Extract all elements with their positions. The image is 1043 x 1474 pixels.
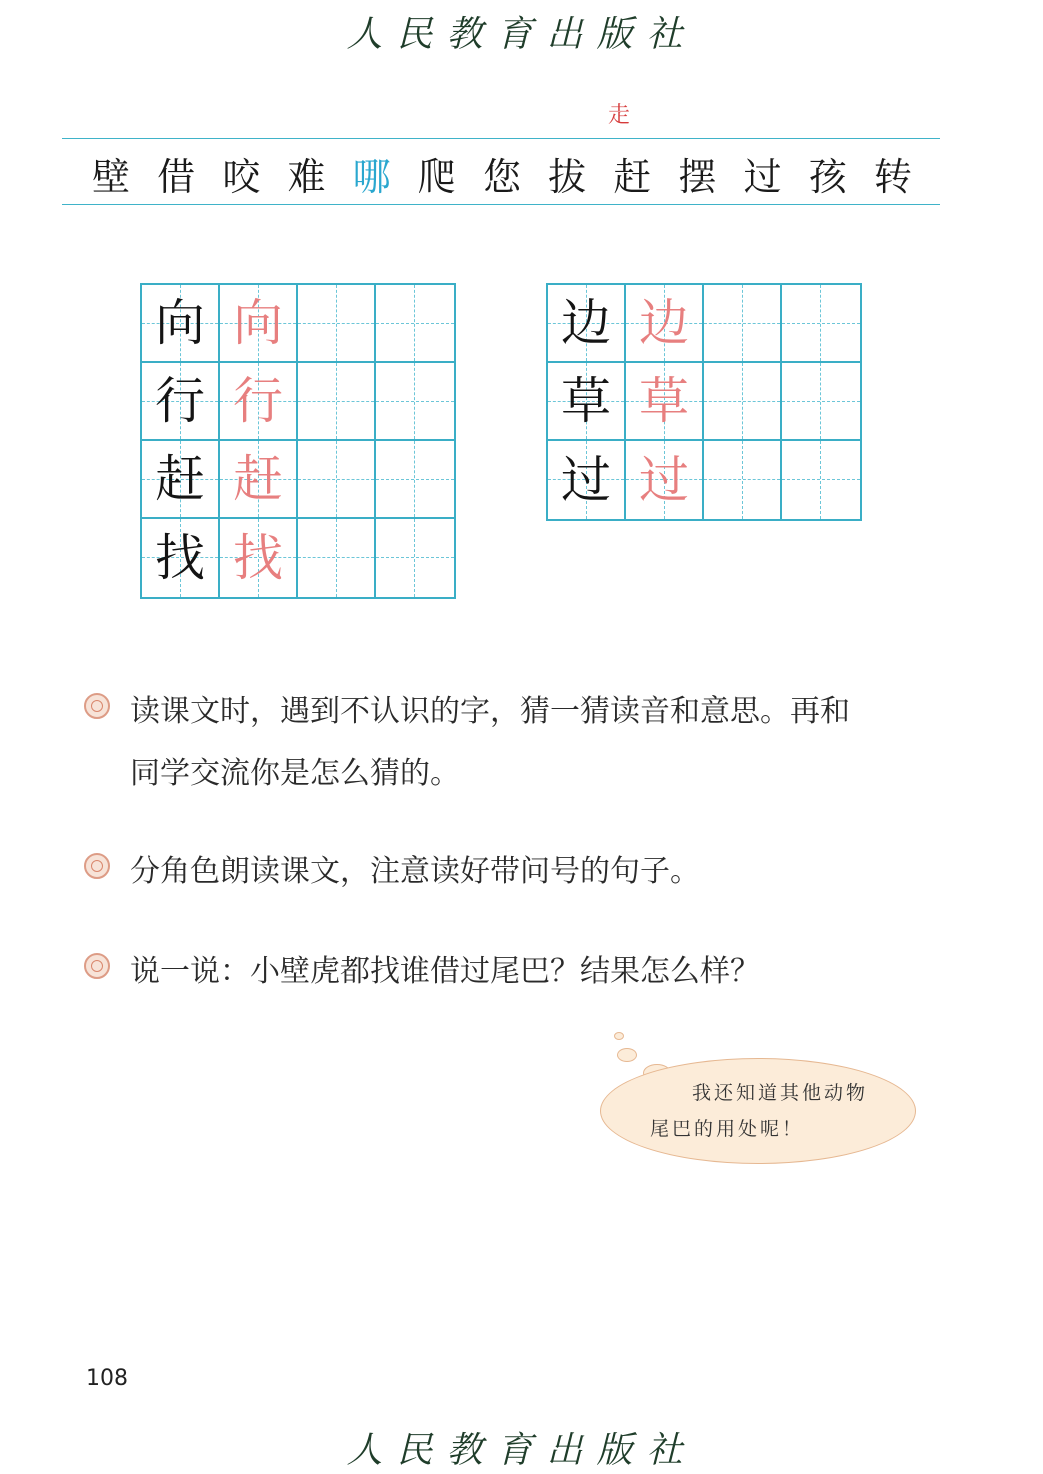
recognition-characters <box>92 145 912 201</box>
publisher-watermark-bottom: 人民教育出版社 <box>346 1430 697 1471</box>
recognition-char: 您 <box>482 154 521 199</box>
grid-cell <box>548 441 626 519</box>
page-number: 108 <box>86 1366 128 1391</box>
question-3: 说一说：小壁虎都找谁借过尾巴？结果怎么样？ <box>130 954 760 989</box>
grid-cell <box>220 363 298 441</box>
question-bullet-icon <box>84 853 110 879</box>
grid-cell-blank <box>298 441 376 519</box>
question-2: 分角色朗读课文，注意读好带问号的句子。 <box>130 854 700 889</box>
trace-character: 草 <box>639 372 689 430</box>
question-bullet-icon <box>84 953 110 979</box>
model-character: 赶 <box>155 450 205 508</box>
recognition-char: 拔 <box>548 154 587 199</box>
recognition-char: 过 <box>743 154 782 199</box>
grid-cell-blank <box>704 363 782 441</box>
recognition-char: 借 <box>157 154 196 199</box>
grid-cell <box>220 441 298 519</box>
recognition-char: 孩 <box>808 154 847 199</box>
grid-cell-blank <box>298 285 376 363</box>
recognition-char-highlighted: 哪 <box>352 154 391 199</box>
grid-cell <box>626 363 704 441</box>
recognition-line-top <box>62 138 940 139</box>
grid-cell-blank <box>704 441 782 519</box>
thought-bubble <box>600 1058 916 1164</box>
thought-bubble-line-1: 我还知道其他动物 <box>692 1082 869 1104</box>
question-bullet-icon <box>84 693 110 719</box>
model-character: 边 <box>561 294 611 352</box>
grid-cell <box>220 519 298 597</box>
grid-cell-blank <box>782 441 860 519</box>
trace-character: 边 <box>639 294 689 352</box>
grid-cell-blank <box>298 519 376 597</box>
grid-cell <box>548 363 626 441</box>
model-character: 向 <box>155 294 205 352</box>
recognition-char: 赶 <box>613 154 652 199</box>
writing-grid-left <box>140 283 456 599</box>
grid-cell-blank <box>782 363 860 441</box>
grid-cell <box>142 285 220 363</box>
grid-cell <box>626 441 704 519</box>
recognition-line-bottom <box>62 204 940 205</box>
publisher-watermark-top: 人民教育出版社 <box>346 14 697 55</box>
grid-cell <box>548 285 626 363</box>
grid-cell-blank <box>376 441 454 519</box>
question-1-line-1: 读课文时，遇到不认识的字，猜一猜读音和意思。再和 <box>130 694 850 729</box>
grid-cell <box>142 519 220 597</box>
grid-cell-blank <box>298 363 376 441</box>
recognition-char: 转 <box>873 154 912 199</box>
question-1-line-2: 同学交流你是怎么猜的。 <box>130 756 460 791</box>
trace-character: 找 <box>233 529 283 587</box>
trace-character: 赶 <box>233 450 283 508</box>
recognition-char: 难 <box>287 154 326 199</box>
model-character: 行 <box>155 372 205 430</box>
recognition-char: 咬 <box>222 154 261 199</box>
model-character: 草 <box>561 372 611 430</box>
model-character: 过 <box>561 451 611 509</box>
trace-character: 过 <box>639 451 689 509</box>
grid-cell-blank <box>376 285 454 363</box>
grid-cell <box>220 285 298 363</box>
grid-cell-blank <box>782 285 860 363</box>
grid-cell-blank <box>704 285 782 363</box>
thought-bubble-line-2: 尾巴的用处呢！ <box>650 1118 805 1140</box>
recognition-char: 壁 <box>92 154 131 199</box>
grid-cell-blank <box>376 363 454 441</box>
grid-cell <box>626 285 704 363</box>
thought-dot-medium <box>617 1048 637 1062</box>
grid-cell <box>142 441 220 519</box>
grid-cell-blank <box>376 519 454 597</box>
recognition-char: 摆 <box>678 154 717 199</box>
recognition-char: 爬 <box>417 154 456 199</box>
trace-character: 向 <box>233 294 283 352</box>
character-annotation: 走 <box>608 103 631 128</box>
trace-character: 行 <box>233 372 283 430</box>
model-character: 找 <box>155 529 205 587</box>
grid-cell <box>142 363 220 441</box>
thought-dot-small <box>614 1032 624 1040</box>
writing-grid-right <box>546 283 862 521</box>
